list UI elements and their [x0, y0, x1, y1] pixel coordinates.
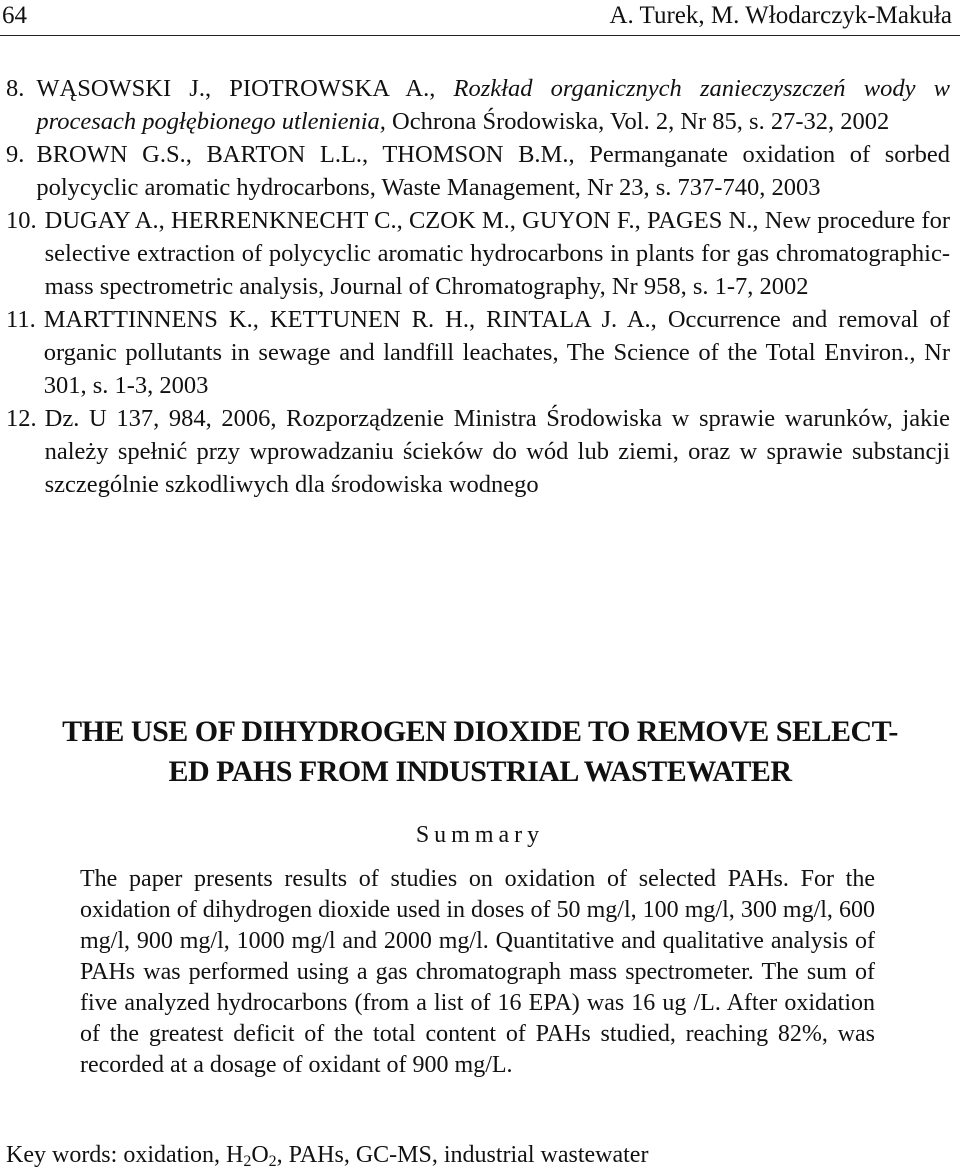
article-title: [0, 712, 960, 792]
keywords-line: [6, 1142, 648, 1169]
reference-source: Ochrona Środowiska, Vol. 2, Nr 85, s. 27-32, 2002: [392, 108, 890, 135]
reference-item: [6, 138, 950, 204]
reference-source: Occurrence and removal of organic pollutants in sewage and landfill leachates, The Science of the Total Environ., Nr 301, s. 1-3, 2003: [43, 306, 951, 399]
reference-number: 9.: [6, 141, 25, 168]
reference-source: U 137, 984, 2006, Rozporządzenie Ministra Środowiska w sprawie warunków, jakie należy spełnić przy wprowadzaniu ścieków do wód lub ziemi, oraz w sprawie substancji szczególnie szkodliwych dla środowiska wodnego: [44, 405, 950, 498]
reference-number: 8.: [6, 75, 25, 102]
running-head-authors: A. Turek, M. Włodarczyk-Makuła: [609, 2, 952, 29]
keywords-text-2: O: [251, 1142, 269, 1168]
reference-item: [6, 402, 950, 501]
reference-authors: WĄSOWSKI J., PIOTROWSKA A.,: [36, 75, 436, 102]
keywords-subscript-1: 2: [243, 1153, 252, 1170]
running-header: [0, 0, 960, 36]
reference-authors: BROWN G.S., BARTON L.L., THOMSON B.M.,: [36, 141, 575, 168]
reference-authors: MARTTINNENS K., KETTUNEN R. H., RINTALA J. A.,: [43, 306, 657, 333]
summary-heading: Summary: [415, 822, 545, 848]
keywords-label: Key words:: [6, 1142, 118, 1168]
reference-number: 11.: [6, 306, 36, 333]
reference-title: Rozkład organicznych zanieczyszczeń wody w procesach pogłębionego utlenienia,: [36, 75, 950, 135]
reference-item: [6, 204, 950, 303]
summary-paragraph: The paper presents results of studies on oxidation of selected PAHs. For the oxidation of dihydrogen dioxide used in doses of 50 mg/l, 100 mg/l, 300 mg/l, 600 mg/l, 900 mg/l, 1000 mg/l and 2000 mg/l. Quantitative and qualitative analysis of PAHs was performed using a gas chromatograph mass spectrometer. The sum of five analyzed hydrocarbons (from a list of 16 EPA) was 16 ug /L. After oxidation of the greatest deficit of the total content of PAHs studied, reaching 82%, was recorded at a dosage of oxidant of 900 mg/L.: [80, 866, 875, 1078]
reference-authors: DUGAY A., HERRENKNECHT C., CZOK M., GUYON F., PAGES N.,: [44, 207, 759, 234]
keywords-text-1: oxidation, H: [123, 1142, 244, 1168]
reference-source: Permanganate oxidation of sorbed polycyclic aromatic hydrocarbons, Waste Management, Nr 23, s. 737-740, 2003: [36, 141, 951, 201]
article-title-line-2: ED PAHS FROM INDUSTRIAL WASTEWATER: [168, 755, 792, 788]
reference-list: [6, 72, 950, 501]
reference-item: [6, 72, 950, 138]
page-number: 64: [2, 2, 27, 29]
reference-number: 10.: [6, 207, 37, 234]
reference-source: New procedure for selective extraction of polycyclic aromatic hydrocarbons in plants for gas chromatographic-mass spectrometric analysis, Journal of Chromatography, Nr 958, s. 1-7, 2002: [44, 207, 950, 300]
reference-item: [6, 303, 950, 402]
reference-authors: Dz.: [44, 405, 80, 432]
reference-number: 12.: [6, 405, 37, 432]
article-title-line-1: THE USE OF DIHYDROGEN DIOXIDE TO REMOVE SELECT-: [62, 715, 898, 748]
keywords-text-3: , PAHs, GC-MS, industrial wastewater: [276, 1142, 649, 1168]
keywords-subscript-2: 2: [268, 1153, 277, 1170]
